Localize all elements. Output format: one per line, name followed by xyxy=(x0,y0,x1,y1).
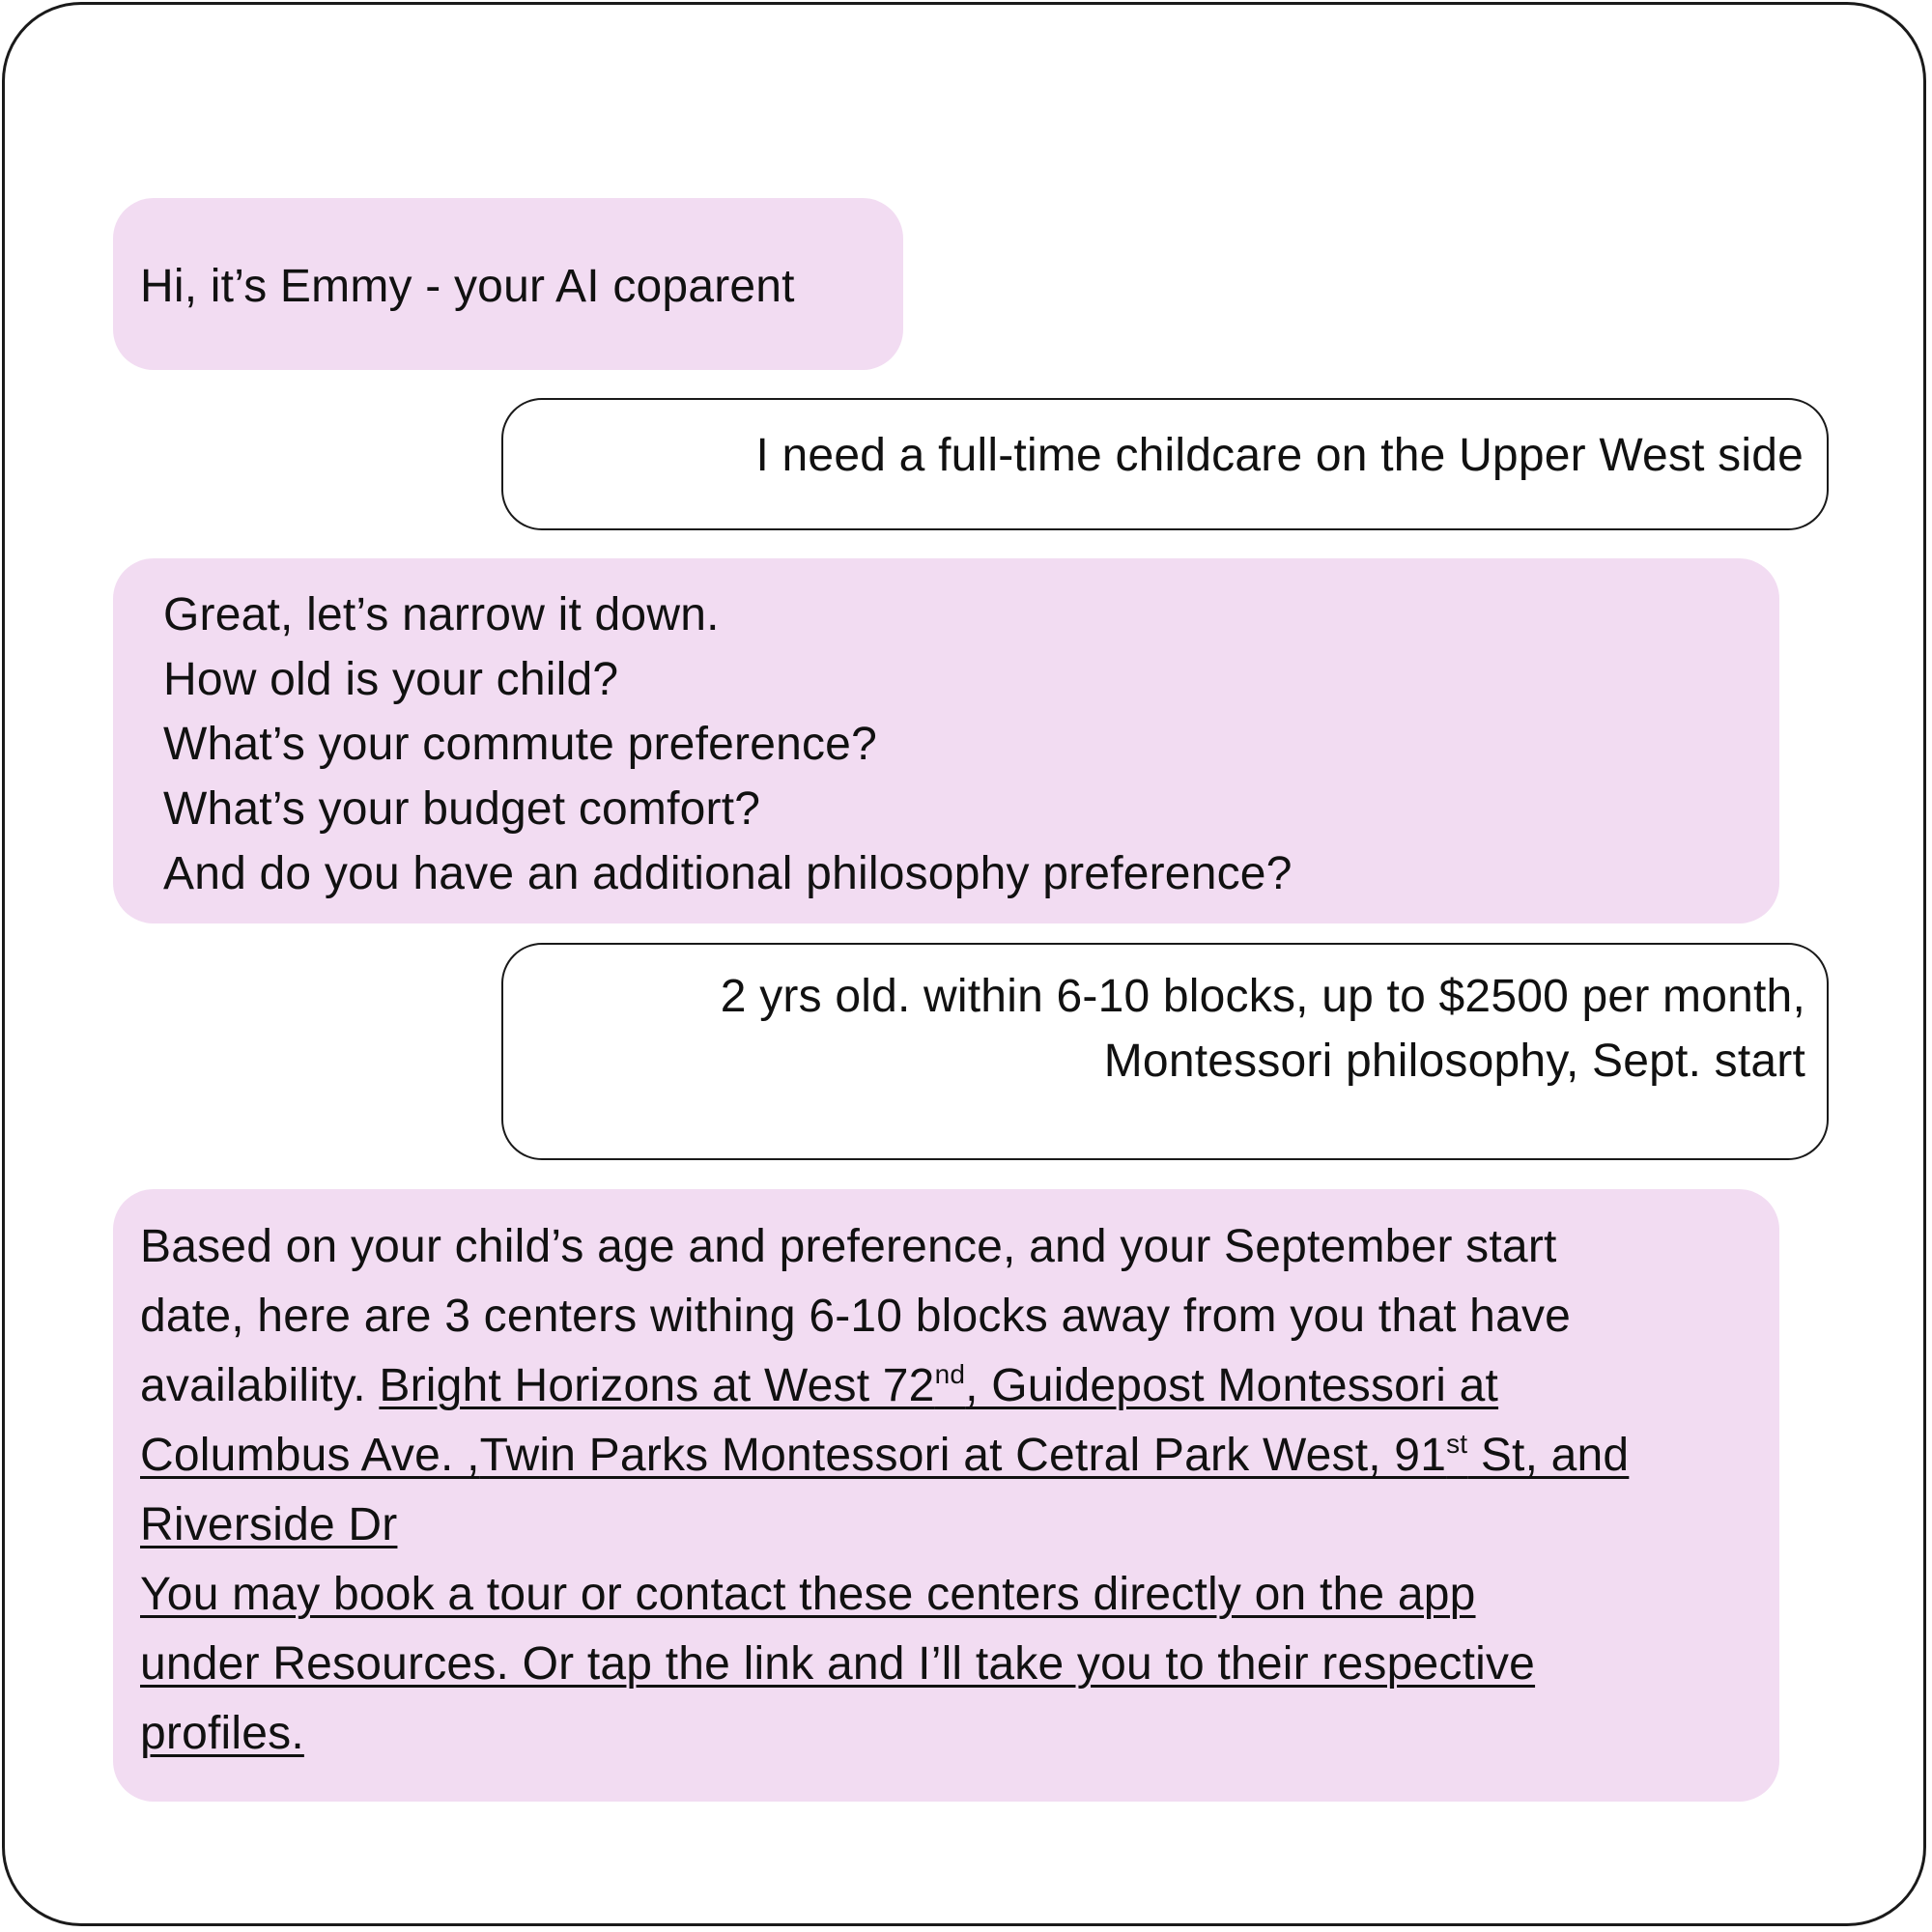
resources-link[interactable]: You may book a tour or contact these centers directly on the app xyxy=(140,1569,1476,1620)
bot-message-questions xyxy=(113,558,1779,923)
user-message-request xyxy=(501,398,1829,530)
message-line: How old is your child? xyxy=(163,654,619,705)
message-line xyxy=(140,1351,1745,1421)
ordinal-suffix[interactable]: st xyxy=(1446,1429,1468,1459)
message-line: 2 yrs old. within 6-10 blocks, up to $2500 per month, xyxy=(720,971,1805,1022)
message-line: date, here are 3 centers withing 6-10 blocks away from you that have xyxy=(140,1291,1572,1342)
message-line: Montessori philosophy, Sept. start xyxy=(1103,1036,1805,1087)
center-link-guidepost-montessori[interactable]: , Guidepost Montessori at xyxy=(965,1360,1499,1411)
message-line: And do you have an additional philosophy preference? xyxy=(163,848,1293,899)
link-text[interactable]: St, and xyxy=(1467,1430,1630,1481)
bot-message-recommendations xyxy=(113,1189,1779,1802)
bot-message-greeting xyxy=(113,198,903,370)
center-link-twin-parks-montessori-cont[interactable]: Riverside Dr xyxy=(140,1499,398,1550)
center-link-guidepost-montessori-cont[interactable]: Columbus Ave. , xyxy=(140,1430,480,1481)
message-text: Hi, it’s Emmy - your AI coparent xyxy=(140,261,795,312)
message-line: What’s your commute preference? xyxy=(163,719,877,770)
message-text: I need a full-time childcare on the Upper West side xyxy=(755,430,1804,481)
message-line xyxy=(140,1491,1745,1560)
chat-window xyxy=(2,2,1926,1926)
message-line xyxy=(140,1630,1745,1699)
message-line xyxy=(140,1560,1745,1630)
message-line xyxy=(140,1699,1745,1769)
resources-link[interactable]: under Resources. Or tap the link and I’ll take you to their respective xyxy=(140,1638,1536,1690)
ordinal-suffix[interactable]: nd xyxy=(934,1359,966,1389)
message-line xyxy=(140,1421,1745,1491)
message-line: What’s your budget comfort? xyxy=(163,783,761,835)
message-text: availability. xyxy=(140,1360,380,1411)
message-line: Based on your child’s age and preference, and your September start xyxy=(140,1221,1557,1272)
user-message-preferences xyxy=(501,943,1829,1160)
link-text[interactable]: Bright Horizons at West 72 xyxy=(379,1360,935,1411)
center-link-bright-horizons[interactable] xyxy=(379,1360,965,1411)
message-line: Great, let’s narrow it down. xyxy=(163,589,720,640)
link-text[interactable]: Twin Parks Montessori at Cetral Park West, 91 xyxy=(479,1430,1447,1481)
resources-link[interactable]: profiles. xyxy=(140,1708,304,1759)
center-link-twin-parks-montessori[interactable] xyxy=(480,1430,1630,1481)
